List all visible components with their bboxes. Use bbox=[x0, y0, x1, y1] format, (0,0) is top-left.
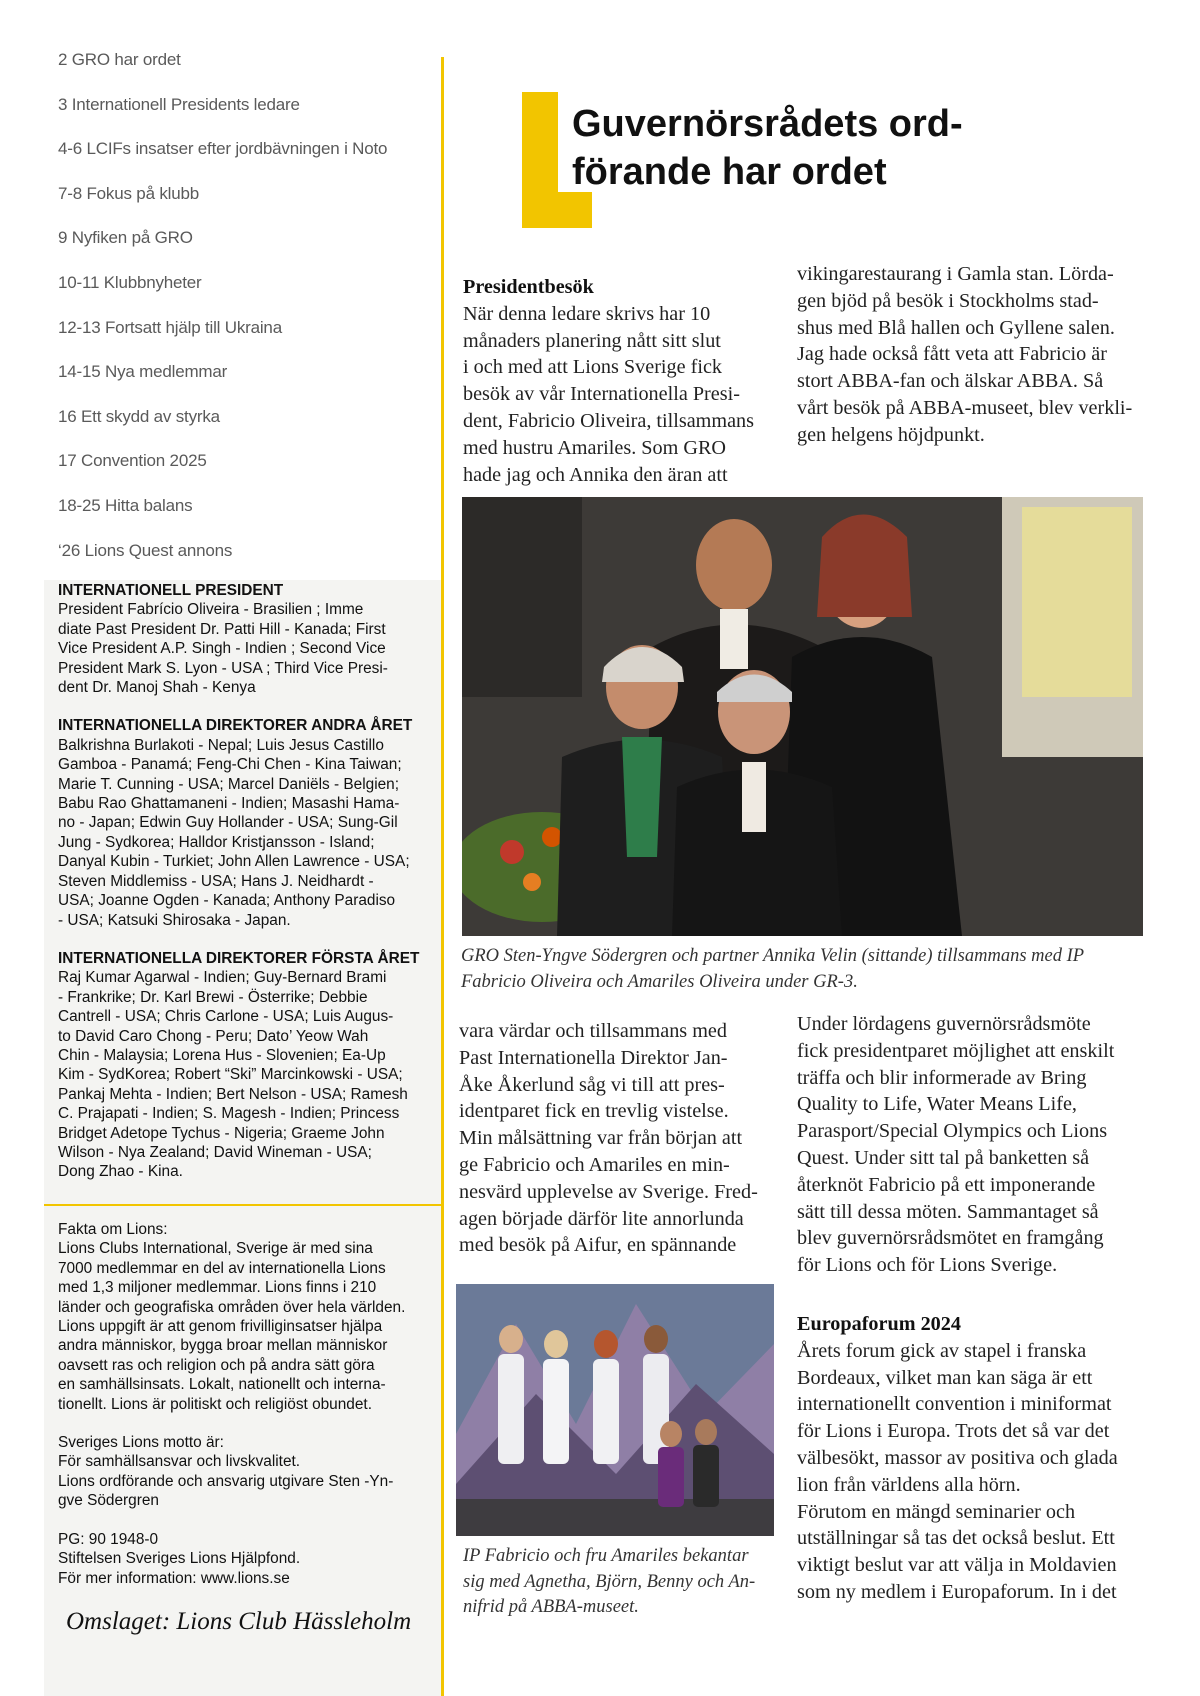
article-line: för Lions i Europa. Trots det så var det bbox=[797, 1420, 1110, 1443]
abba-museum-photo bbox=[456, 1284, 774, 1536]
officer-line: Jung - Sydkorea; Halldor Kristjansson - Island; bbox=[58, 833, 375, 851]
article-column-a1 bbox=[463, 274, 783, 488]
article-line: shus med Blå hallen och Gyllene salen. bbox=[797, 316, 1115, 339]
caption-line: sig med Agnetha, Björn, Benny och An- bbox=[463, 1571, 756, 1592]
article-line: gen helgens höjdpunkt. bbox=[797, 423, 985, 446]
article-line: vara värdar och tillsammans med bbox=[459, 1020, 727, 1042]
article-line: Under lördagens guvernörsrådsmöte bbox=[797, 1013, 1091, 1035]
caption-line: nifrid på ABBA-museet. bbox=[463, 1597, 639, 1617]
article-line: Parasport/Special Olympics och Lions bbox=[797, 1120, 1108, 1143]
officer-line: Cantrell - USA; Chris Carlone - USA; Luis Augus- bbox=[58, 1008, 394, 1026]
article-line: dent, Fabricio Oliveira, tillsammans bbox=[463, 409, 754, 432]
article-line: blev guvernörsrådsmötet en framgång bbox=[797, 1227, 1104, 1250]
facts-line: länder och geografiska områden över hela världen. bbox=[58, 1298, 406, 1316]
group-portrait-photo bbox=[462, 497, 1143, 936]
section-heading: INTERNATIONELL PRESIDENT bbox=[58, 582, 284, 599]
article-line: lion från världens alla hörn. bbox=[797, 1473, 1021, 1496]
directors-first-year-block bbox=[58, 949, 438, 1182]
page-title bbox=[572, 100, 1092, 196]
article-column-b2 bbox=[797, 1011, 1149, 1279]
officer-line: dent Dr. Manoj Shah - Kenya bbox=[58, 679, 256, 697]
officer-line: Marie T. Cunning - USA; Marcel Daniëls - Belgien; bbox=[58, 775, 400, 793]
article-line: vårt besök på ABBA-museet, blev verkli- bbox=[797, 396, 1133, 419]
officer-line: President Mark S. Lyon - USA ; Third Vice Presi- bbox=[58, 659, 388, 677]
officer-line: Vice President A.P. Singh - Indien ; Second Vice bbox=[58, 640, 386, 658]
article-line: utställningar så tas det också beslut. Ett bbox=[797, 1527, 1115, 1550]
toc-item[interactable]: 10-11 Klubbnyheter bbox=[58, 272, 202, 292]
article-line: Förutom en mängd seminarier och bbox=[797, 1500, 1076, 1523]
officer-line: Wilson - Nya Zealand; David Wineman - USA; bbox=[58, 1143, 372, 1161]
international-president-block bbox=[58, 581, 438, 697]
article-line: Quality to Life, Water Means Life, bbox=[797, 1093, 1077, 1116]
article-line: fick presidentparet möjlighet att enskilt bbox=[797, 1039, 1115, 1062]
table-of-contents bbox=[58, 48, 438, 583]
motto-line: För samhällsansvar och livskvalitet. bbox=[58, 1453, 301, 1471]
article-line: hade jag och Annika den äran att bbox=[463, 463, 728, 486]
motto-line: Lions ordförande och ansvarig utgivare Sten -Yn- bbox=[58, 1472, 394, 1490]
article-line: Åke Åkerlund såg vi till att pres- bbox=[459, 1073, 725, 1096]
toc-item[interactable]: 9 Nyfiken på GRO bbox=[58, 228, 193, 248]
facts-line: med 1,3 miljoner medlemmar. Lions finns i 210 bbox=[58, 1279, 377, 1297]
motto-line: Sveriges Lions motto är: bbox=[58, 1434, 224, 1452]
toc-item[interactable]: 3 Internationell Presidents ledare bbox=[58, 94, 300, 114]
section-heading: INTERNATIONELLA DIREKTORER ANDRA ÅRET bbox=[58, 717, 413, 735]
officer-line: - USA; Katsuki Shirosaka - Japan. bbox=[58, 911, 291, 929]
toc-item[interactable]: 18-25 Hitta balans bbox=[58, 495, 193, 515]
article-column-b3 bbox=[797, 1311, 1149, 1606]
article-line: Past Internationella Direktor Jan- bbox=[459, 1046, 728, 1069]
caption-line: Fabricio Oliveira och Amariles Oliveira under GR-3. bbox=[461, 971, 858, 992]
facts-line: andra människor, bygga broar mellan människor bbox=[58, 1337, 388, 1355]
page-title-line: förande har ordet bbox=[572, 151, 887, 193]
caption-line: GRO Sten-Yngve Södergren och partner Annika Velin (sittande) tillsammans med IP bbox=[461, 946, 1085, 966]
officer-line: C. Prajapati - Indien; S. Magesh - Indien; Princess bbox=[58, 1105, 400, 1123]
article-line: återknöt Fabricio på ett imponerande bbox=[797, 1173, 1096, 1196]
article-line: stort ABBA-fan och älskar ABBA. Så bbox=[797, 370, 1104, 393]
subheading-presidentbesok: Presidentbesök bbox=[463, 276, 594, 298]
article-column-a2 bbox=[459, 1018, 779, 1259]
facts-line: Lions Clubs International, Sverige är med sina bbox=[58, 1240, 373, 1258]
officer-line: President Fabrício Oliveira - Brasilien ; Imme bbox=[58, 601, 364, 619]
facts-line: en samhällsinsats. Lokalt, nationellt och interna- bbox=[58, 1376, 386, 1394]
article-line: vikingarestaurang i Gamla stan. Lörda- bbox=[797, 263, 1114, 285]
subheading-europaforum: Europaforum 2024 bbox=[797, 1313, 961, 1335]
officer-line: Dong Zhao - Kina. bbox=[58, 1163, 183, 1181]
toc-item[interactable]: 16 Ett skydd av styrka bbox=[58, 406, 220, 426]
caption-line: IP Fabricio och fru Amariles bekantar bbox=[463, 1546, 749, 1566]
toc-item[interactable]: ‘26 Lions Quest annons bbox=[58, 540, 233, 560]
contact-link[interactable]: För mer information: www.lions.se bbox=[58, 1569, 290, 1587]
article-line: månaders planering nått sitt slut bbox=[463, 329, 721, 352]
article-line: sätt till dessa möten. Sammantaget så bbox=[797, 1200, 1099, 1223]
cover-credit: Omslaget: Lions Club Hässleholm bbox=[66, 1608, 412, 1635]
article-line: välbesökt, massor av positiva och glada bbox=[797, 1446, 1118, 1469]
officer-line: Danyal Kubin - Turkiet; John Allen Lawrence - USA; bbox=[58, 853, 410, 871]
article-line: besök av vår Internationella Presi- bbox=[463, 383, 740, 406]
group-portrait-illustration bbox=[462, 497, 1143, 936]
article-line: identparet fick en trevlig vistelse. bbox=[459, 1100, 729, 1123]
article-line: internationellt convention i miniformat bbox=[797, 1393, 1112, 1416]
contact-line: PG: 90 1948-0 bbox=[58, 1530, 159, 1548]
abba-museum-illustration bbox=[456, 1284, 774, 1536]
facts-line: oavsett ras och religion och på andra sätt göra bbox=[58, 1356, 375, 1374]
article-line: viktigt beslut var att välja in Moldavien bbox=[797, 1554, 1117, 1577]
officer-line: Balkrishna Burlakoti - Nepal; Luis Jesus Castillo bbox=[58, 736, 384, 754]
contact-line: Stiftelsen Sveriges Lions Hjälpfond. bbox=[58, 1550, 301, 1568]
officer-line: Babu Rao Ghattamaneni - Indien; Masashi Hama- bbox=[58, 795, 400, 813]
sidebar-divider bbox=[44, 1204, 442, 1206]
article-column-b1 bbox=[797, 261, 1149, 449]
article-line: med hustru Amariles. Som GRO bbox=[463, 436, 726, 459]
article-line: Quest. Under sitt tal på banketten så bbox=[797, 1146, 1090, 1169]
column-divider bbox=[441, 57, 444, 1696]
article-line: agen började därför lite annorlunda bbox=[459, 1207, 744, 1230]
motto-line: gve Södergren bbox=[58, 1492, 159, 1510]
directors-second-year-block bbox=[58, 716, 438, 929]
facts-line: 7000 medlemmar en del av internationella Lions bbox=[58, 1259, 386, 1277]
officer-line: Steven Middlemiss - USA; Hans J. Neidhardt - bbox=[58, 872, 374, 890]
photo-caption bbox=[463, 1544, 773, 1621]
toc-item[interactable]: 2 GRO har ordet bbox=[58, 50, 181, 69]
article-line: ge Fabricio och Amariles en min- bbox=[459, 1153, 730, 1176]
article-line: Jag hade också fått veta att Fabricio är bbox=[797, 343, 1107, 366]
officer-line: diate Past President Dr. Patti Hill - Kanada; First bbox=[58, 620, 386, 638]
article-line: för Lions och för Lions Sverige. bbox=[797, 1254, 1058, 1277]
officer-line: Raj Kumar Agarwal - Indien; Guy-Bernard Brami bbox=[58, 969, 387, 987]
officer-line: no - Japan; Edwin Guy Hollander - USA; Sung-Gil bbox=[58, 814, 398, 832]
article-line: gen bjöd på besök i Stockholms stad- bbox=[797, 289, 1099, 312]
article-line: som ny medlem i Europaforum. In i det bbox=[797, 1580, 1117, 1603]
officer-line: to David Caro Chong - Peru; Dato’ Yeow Wah bbox=[58, 1027, 369, 1045]
toc-item[interactable]: 14-15 Nya medlemmar bbox=[58, 362, 228, 382]
toc-item[interactable]: 4-6 LCIFs insatser efter jordbävningen i Noto bbox=[58, 139, 388, 159]
officer-line: - Frankrike; Dr. Karl Brewi - Österrike; Debbie bbox=[58, 988, 368, 1006]
facts-line: tionellt. Lions är politiskt och religiöst obundet. bbox=[58, 1395, 372, 1413]
article-line: nesvärd upplevelse av Sverige. Fred- bbox=[459, 1180, 758, 1203]
toc-item[interactable]: 17 Convention 2025 bbox=[58, 451, 207, 471]
facts-about-lions bbox=[58, 1220, 438, 1588]
facts-heading: Fakta om Lions: bbox=[58, 1221, 168, 1238]
article-line: med besök på Aifur, en spännande bbox=[459, 1234, 737, 1257]
officer-line: Kim - SydKorea; Robert “Ski” Marcinkowski - USA; bbox=[58, 1066, 403, 1084]
article-line: När denna ledare skrivs har 10 bbox=[463, 302, 711, 325]
section-heading: INTERNATIONELLA DIREKTORER FÖRSTA ÅRET bbox=[58, 949, 420, 967]
officer-line: Gamboa - Panamá; Feng-Chi Chen - Kina Taiwan; bbox=[58, 756, 402, 774]
article-line: Årets forum gick av stapel i franska bbox=[797, 1339, 1087, 1362]
officer-line: Bridget Adetope Tychus - Nigeria; Graeme John bbox=[58, 1124, 385, 1142]
officers-list bbox=[58, 581, 438, 1201]
article-line: Min målsättning var från början att bbox=[459, 1127, 743, 1150]
officer-line: Pankaj Mehta - Indien; Bert Nelson - USA; Ramesh bbox=[58, 1085, 408, 1103]
facts-line: Lions uppgift är att genom frivilliginsatser hjälpa bbox=[58, 1318, 383, 1336]
article-line: Bordeaux, vilket man kan säga är ett bbox=[797, 1366, 1093, 1389]
toc-item[interactable]: 7-8 Fokus på klubb bbox=[58, 183, 199, 203]
officer-line: USA; Joanne Ogden - Kanada; Anthony Paradiso bbox=[58, 892, 396, 910]
officer-line: Chin - Malaysia; Lorena Hus - Slovenien; Ea-Up bbox=[58, 1046, 386, 1064]
toc-item[interactable]: 12-13 Fortsatt hjälp till Ukraina bbox=[58, 317, 282, 337]
photo-caption bbox=[461, 944, 1151, 995]
article-line: i och med att Lions Sverige fick bbox=[463, 356, 723, 379]
page-title-line: Guvernörsrådets ord- bbox=[572, 103, 963, 145]
article-line: träffa och blir informerade av Bring bbox=[797, 1066, 1087, 1089]
